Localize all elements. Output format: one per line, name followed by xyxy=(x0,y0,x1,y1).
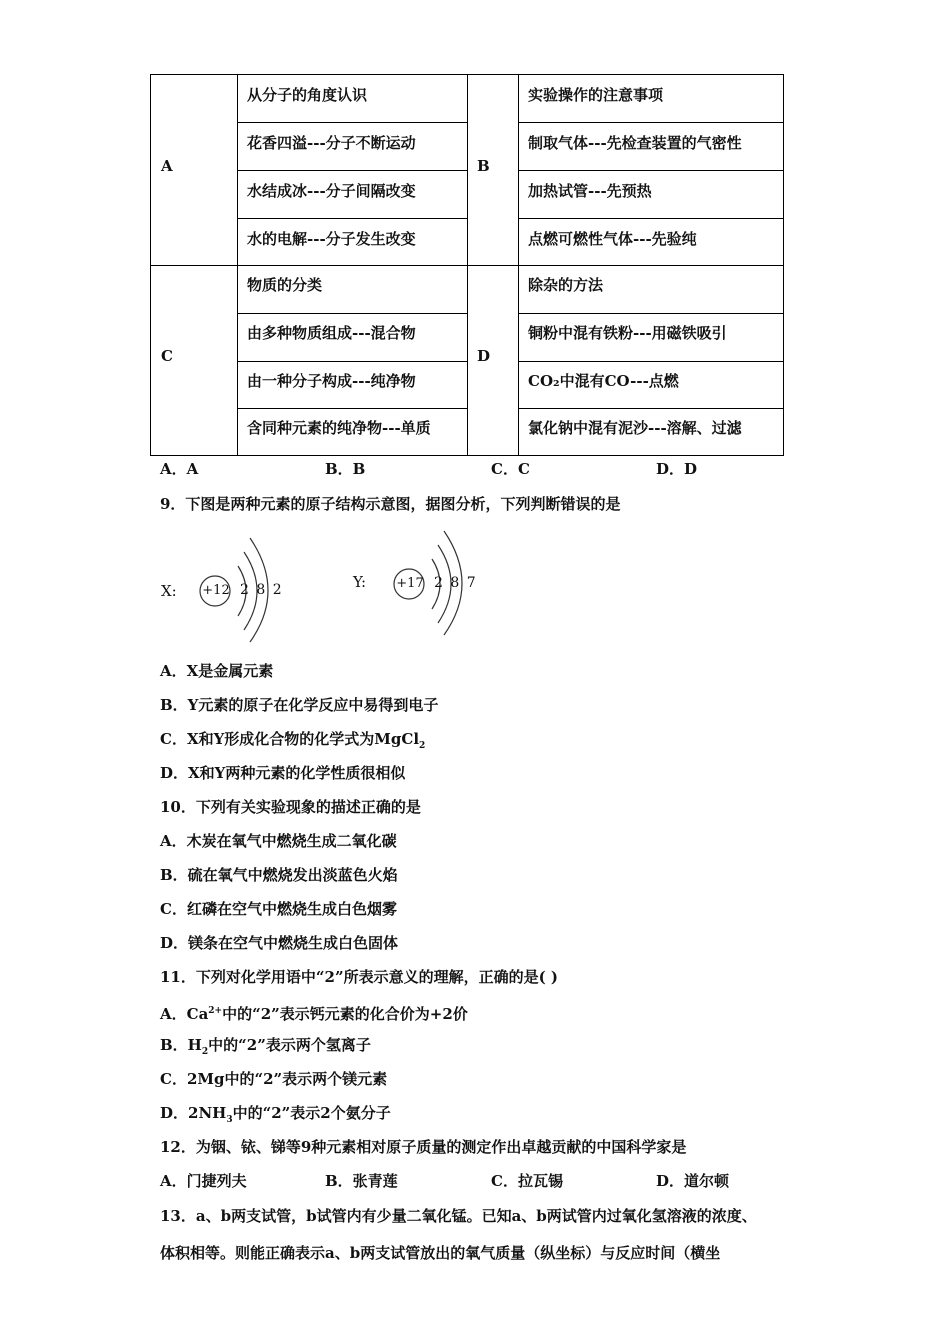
q10-option-d: D．镁条在空气中燃烧生成白色固体 xyxy=(160,934,399,952)
q11-option-b: B．$H_2$中的“2”表示两个氢离子 xyxy=(160,1036,371,1057)
q13-stem-line2: 体积相等。则能正确表示a、b两支试管放出的氧气质量（纵坐标）与反应时间（横坐 xyxy=(160,1244,721,1262)
q10-stem: 10．下列有关实验现象的描述正确的是 xyxy=(160,798,421,816)
table-cell: 含同种元素的纯净物---单质 xyxy=(247,419,431,437)
q12-option-d: D．道尔顿 xyxy=(656,1172,730,1190)
atom-x-nucleus: +12 xyxy=(202,583,230,598)
table-cell: 加热试管---先预热 xyxy=(528,182,652,200)
q11-option-c: C．2Mg中的“2”表示两个镁元素 xyxy=(160,1070,388,1088)
q10-option-b: B．硫在氧气中燃烧发出淡蓝色火焰 xyxy=(160,866,398,884)
q9-stem: 9．下图是两种元素的原子结构示意图，据图分析，下列判断错误的是 xyxy=(160,495,621,513)
q11-option-d: D．$2NH_3$中的“2”表示2个氨分子 xyxy=(160,1104,391,1125)
q9-option-c: C．X和Y形成化合物的化学式为MgCl$_2$ xyxy=(160,730,426,751)
table-cell: 除杂的方法 xyxy=(528,276,604,294)
q11-stem: 11．下列对化学用语中“2”所表示意义的理解，正确的是( ) xyxy=(160,968,558,986)
atom-diagram-y xyxy=(350,527,490,639)
q9-option-d: D．X和Y两种元素的化学性质很相似 xyxy=(160,764,406,782)
table-cell: 由多种物质组成---混合物 xyxy=(247,324,416,342)
group-label-c: C xyxy=(161,347,173,365)
q8-option-a: A．A xyxy=(160,460,199,478)
table-cell: CO₂中混有CO---点燃 xyxy=(528,372,679,390)
table-cell: 由一种分子构成---纯净物 xyxy=(247,372,416,390)
q8-option-b: B．B xyxy=(325,460,366,478)
table-cell: 实验操作的注意事项 xyxy=(528,86,664,104)
q12-option-a: A．门捷列夫 xyxy=(160,1172,247,1190)
table-cell: 物质的分类 xyxy=(247,276,323,294)
atom-diagram-x xyxy=(158,532,298,644)
q9-option-b: B．Y元素的原子在化学反应中易得到电子 xyxy=(160,696,439,714)
group-label-d: D xyxy=(477,347,491,365)
q8-option-c: C．C xyxy=(491,460,530,478)
group-label-a: A xyxy=(161,157,173,175)
q9-option-a: A．X是金属元素 xyxy=(160,662,274,680)
atom-x-electrons: 2 8 2 xyxy=(240,582,282,598)
q10-option-a: A．木炭在氧气中燃烧生成二氧化碳 xyxy=(160,832,397,850)
atom-x-label: X: xyxy=(161,582,177,600)
classification-table xyxy=(150,74,784,456)
table-cell: 花香四溢---分子不断运动 xyxy=(247,134,416,152)
group-label-b: B xyxy=(477,157,490,175)
q8-option-d: D．D xyxy=(656,460,698,478)
table-cell: 氯化钠中混有泥沙---溶解、过滤 xyxy=(528,419,742,437)
atom-y-nucleus: +17 xyxy=(396,576,424,591)
table-cell: 水的电解---分子发生改变 xyxy=(247,230,416,248)
table-cell: 水结成冰---分子间隔改变 xyxy=(247,182,416,200)
table-cell: 制取气体---先检查装置的气密性 xyxy=(528,134,742,152)
q12-option-c: C．拉瓦锡 xyxy=(491,1172,563,1190)
table-cell: 点燃可燃性气体---先验纯 xyxy=(528,230,697,248)
q10-option-c: C．红磷在空气中燃烧生成白色烟雾 xyxy=(160,900,397,918)
atom-y-label: Y: xyxy=(353,573,367,591)
table-divider xyxy=(151,265,783,266)
q13-stem-line1: 13．a、b两支试管，b试管内有少量二氧化锰。已知a、b两试管内过氧化氢溶液的浓度、 xyxy=(160,1207,757,1225)
table-cell: 从分子的角度认识 xyxy=(247,86,368,104)
atom-y-electrons: 2 8 7 xyxy=(434,575,476,591)
q12-option-b: B．张青莲 xyxy=(325,1172,398,1190)
q12-stem: 12．为铟、铱、锑等9种元素相对原子质量的测定作出卓越贡献的中国科学家是 xyxy=(160,1138,687,1156)
table-cell: 铜粉中混有铁粉---用磁铁吸引 xyxy=(528,324,727,342)
q11-option-a: A．$Ca^{2+}$中的“2”表示钙元素的化合价为+2价 xyxy=(160,1005,468,1023)
